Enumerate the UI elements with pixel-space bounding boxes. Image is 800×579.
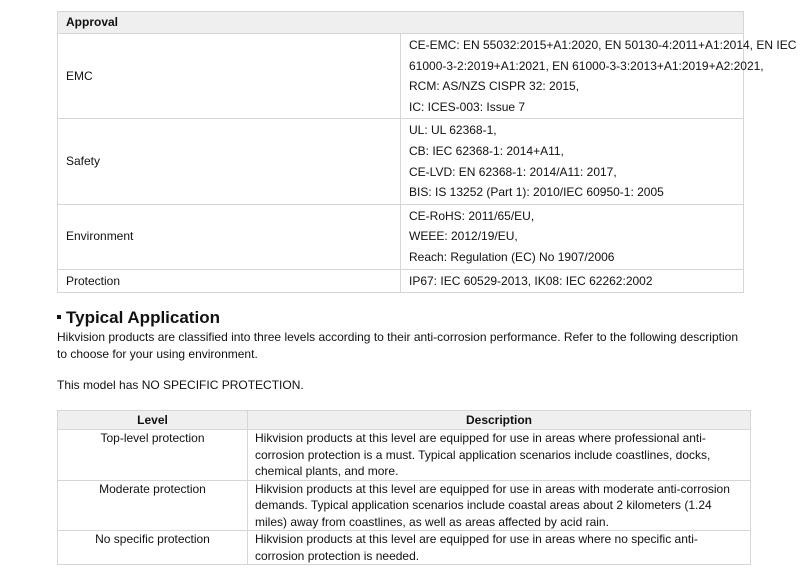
approval-row-name: Safety: [58, 119, 401, 204]
approval-header-row: [58, 12, 744, 34]
model-protection-note: This model has NO SPECIFIC PROTECTION.: [57, 378, 304, 392]
level-cell: No specific protection: [58, 531, 248, 565]
section-heading: [57, 308, 220, 328]
approval-row-name: Environment: [58, 204, 401, 269]
approval-row-safety: [58, 119, 744, 204]
protection-level-row: [58, 480, 751, 531]
approval-value-line: 61000-3-2:2019+A1:2021, EN 61000-3-3:2013+A1:2019+A2:2021,: [409, 58, 764, 73]
approval-value-line: UL: UL 62368-1,: [409, 123, 497, 138]
intro-paragraph: Hikvision products are classified into three levels according to their anti-corrosion performance. Refer to the following description to choose for your using environment.: [57, 330, 738, 361]
approval-value-line: Reach: Regulation (EC) No 1907/2006: [409, 249, 615, 264]
level-column-header: Level: [58, 411, 248, 430]
approval-value-line: CE-RoHS: 2011/65/EU,: [409, 208, 535, 223]
approval-row-name: EMC: [58, 34, 401, 119]
approval-row-values: [401, 269, 744, 293]
level-cell: Top-level protection: [58, 430, 248, 481]
protection-level-table: [57, 410, 751, 565]
approval-row-values: [401, 34, 797, 119]
approval-value-line: BIS: IS 13252 (Part 1): 2010/IEC 60950-1: 2005: [409, 185, 664, 200]
approval-row-environment: [58, 204, 744, 269]
approval-value-line: WEEE: 2012/19/EU,: [409, 229, 518, 244]
description-column-header: Description: [248, 411, 751, 430]
approval-value-line: RCM: AS/NZS CISPR 32: 2015,: [409, 79, 580, 94]
approval-header: Approval: [58, 12, 744, 34]
approval-row-name: Protection: [58, 269, 401, 293]
approval-value-line: CE-EMC: EN 55032:2015+A1:2020, EN 50130-4:2011+A1:2014, EN IEC: [409, 38, 797, 52]
level-cell: Moderate protection: [58, 480, 248, 531]
protection-level-header-row: [58, 411, 751, 430]
approval-value-line: IC: ICES-003: Issue 7: [409, 99, 526, 114]
approval-row-emc: [58, 34, 744, 119]
approval-row-values: [401, 119, 744, 204]
protection-level-row: [58, 430, 751, 481]
approval-row-values: [401, 204, 744, 269]
protection-level-row: [58, 531, 751, 565]
section-title-text: Typical Application: [66, 308, 220, 327]
approval-table: [57, 11, 797, 293]
approval-value-line: CB: IEC 62368-1: 2014+A11,: [409, 143, 564, 158]
bullet-square-icon: [57, 315, 61, 319]
approval-value-line: IP67: IEC 60529-2013, IK08: IEC 62262:2002: [409, 273, 653, 288]
description-cell: Hikvision products at this level are equipped for use in areas where no specific anti-corrosion protection is needed.: [248, 531, 751, 565]
description-cell: Hikvision products at this level are equipped for use in areas where professional anti-corrosion protection is a must. Typical application scenarios include coastlines, docks, chemical plants, and more.: [248, 430, 751, 481]
description-cell: Hikvision products at this level are equipped for use in areas with moderate anti-corrosion demands. Typical application scenarios include coastal areas about 2 kilometers (1.24 miles) away from coastlines, as well as areas affected by acid rain.: [248, 480, 751, 531]
approval-row-protection: [58, 269, 744, 293]
approval-value-line: CE-LVD: EN 62368-1: 2014/A11: 2017,: [409, 164, 617, 179]
